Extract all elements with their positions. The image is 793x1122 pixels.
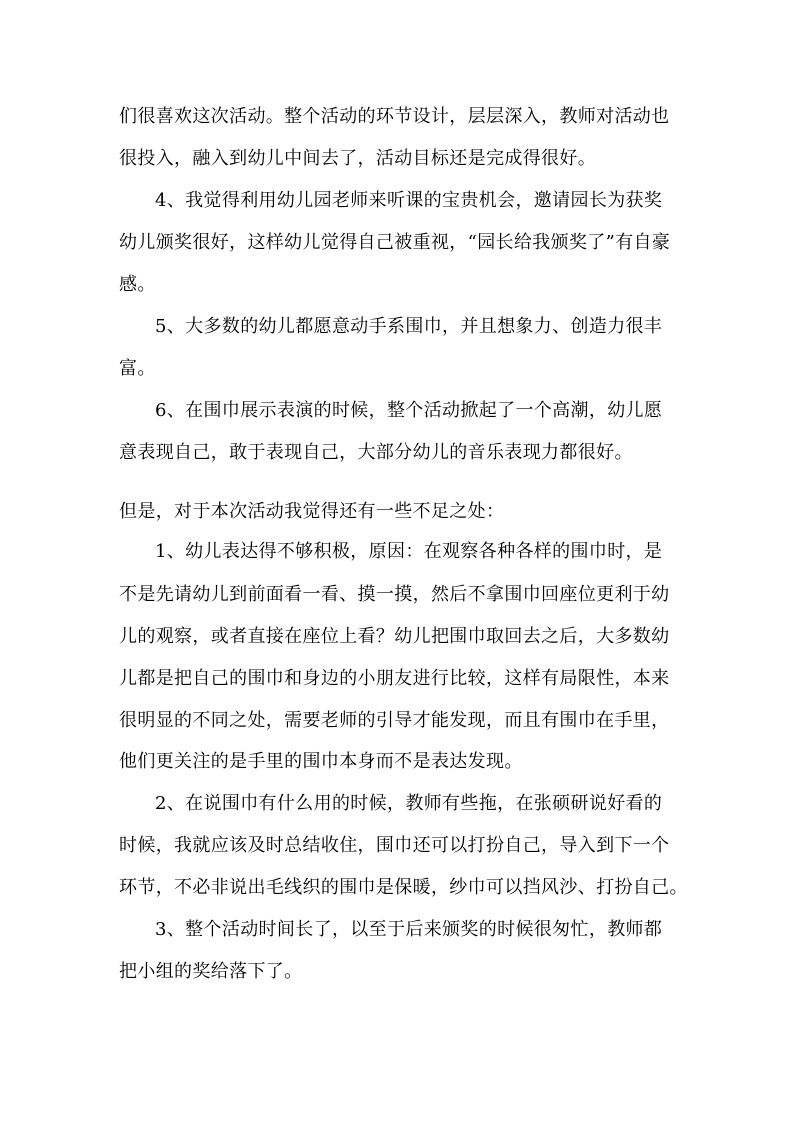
paragraph-5-line-2: 儿的观察，或者直接在座位上看？幼儿把围巾取回去之后，大多数幼 [119, 626, 670, 647]
paragraph-3-line-1: 意表现自己，敢于表现自己，大部分幼儿的音乐表现力都很好。 [119, 442, 633, 463]
paragraph-0-line-1: 很投入，融入到幼儿中间去了，活动目标还是完成得很好。 [119, 148, 597, 169]
paragraph-5-line-3: 儿都是把自己的围巾和身边的小朋友进行比较，这样有局限性，本来 [119, 668, 670, 689]
paragraph-5-line-4: 很明显的不同之处，需要老师的引导才能发现，而且有围巾在手里， [119, 710, 670, 731]
paragraph-5-line-1: 不是先请幼儿到前面看一看、摸一摸，然后不拿围巾回座位更利于幼 [119, 584, 670, 605]
paragraph-2-line-1: 富。 [119, 358, 156, 379]
paragraph-2-line-0: 5、大多数的幼儿都愿意动手系围巾，并且想象力、创造力很丰 [155, 316, 663, 337]
paragraph-7-line-0: 3、整个活动时间长了，以至于后来颁奖的时候很匆忙，教师都 [155, 919, 663, 940]
paragraph-6-line-2: 环节，不必非说出毛线织的围巾是保暖，纱巾可以挡风沙、打扮自己。 [119, 877, 688, 898]
paragraph-0-line-0: 们很喜欢这次活动。整个活动的环节设计，层层深入，教师对活动也 [119, 106, 670, 127]
paragraph-1-line-2: 感。 [119, 274, 156, 295]
paragraph-1-line-0: 4、我觉得利用幼儿园老师来听课的宝贵机会，邀请园长为获奖 [155, 190, 663, 211]
paragraph-3-line-0: 6、在围巾展示表演的时候，整个活动掀起了一个高潮，幼儿愿 [155, 400, 663, 421]
paragraph-6-line-0: 2、在说围巾有什么用的时候，教师有些拖，在张硕研说好看的 [155, 793, 663, 814]
paragraph-1-line-1: 幼儿颁奖很好，这样幼儿觉得自己被重视，“园长给我颁奖了”有自豪 [119, 232, 671, 253]
paragraph-5-line-5: 他们更关注的是手里的围巾本身而不是表达发现。 [119, 751, 523, 772]
paragraph-6-line-1: 时候，我就应该及时总结收住，围巾还可以打扮自己，导入到下一个 [119, 835, 670, 856]
paragraph-4-line-0: 但是，对于本次活动我觉得还有一些不足之处： [119, 501, 505, 522]
paragraph-7-line-1: 把小组的奖给落下了。 [119, 961, 303, 982]
paragraph-5-line-0: 1、幼儿表达得不够积极，原因：在观察各种各样的围巾时，是 [155, 541, 663, 562]
